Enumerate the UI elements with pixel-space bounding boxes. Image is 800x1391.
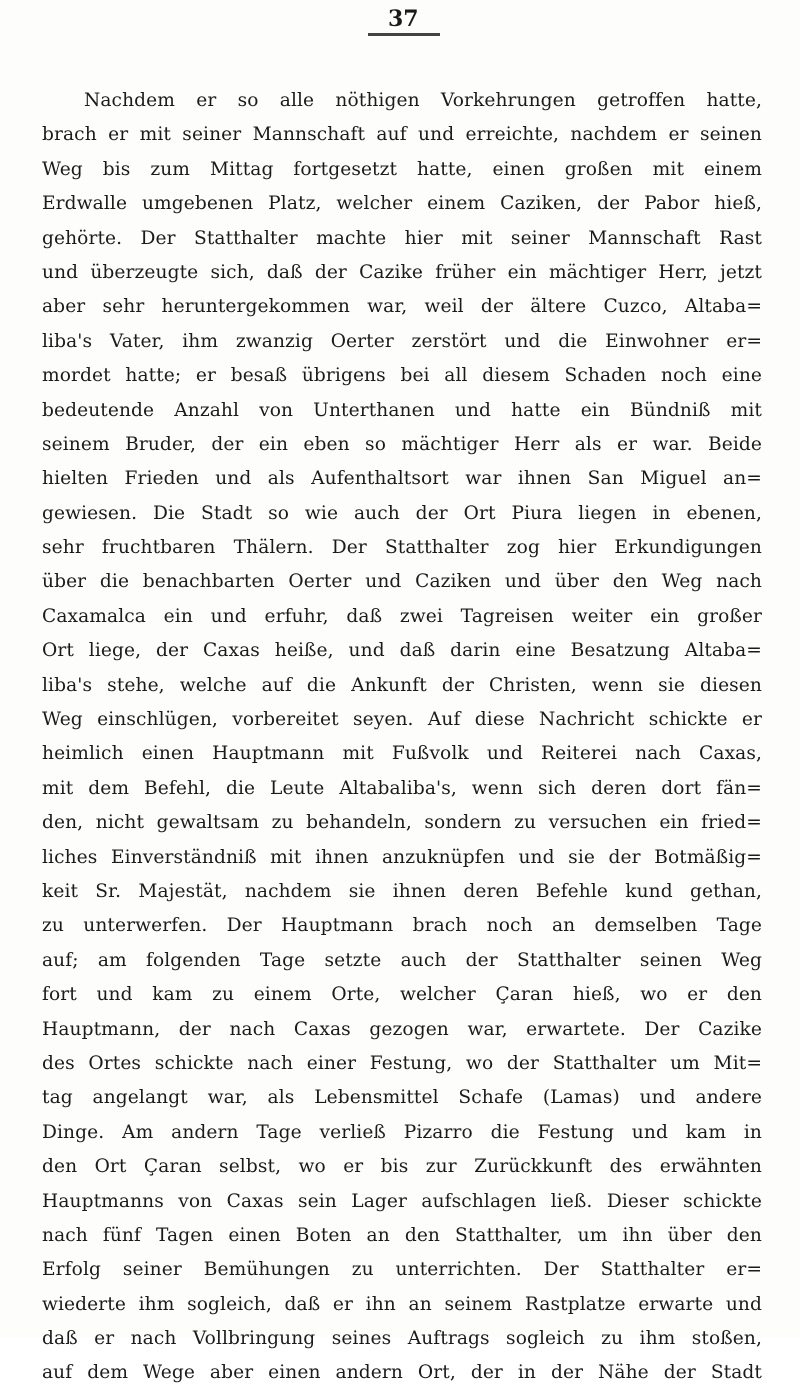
text-line: Erdwalle umgebenen Platz, welcher einem Caziken, der Pabor hieß, — [42, 193, 762, 215]
text-line: heimlich einen Hauptmann mit Fußvolk und Reiterei nach Caxas, — [42, 743, 762, 765]
text-line: Hauptmann, der nach Caxas gezogen war, erwartete. Der Cazike — [42, 1018, 762, 1040]
text-line: Weg bis zum Mittag fortgesetzt hatte, einen großen mit einem — [42, 158, 762, 180]
text-line: liches Einverständniß mit ihnen anzuknüpfen und sie der Botmäßig= — [42, 846, 762, 868]
text-line: den, nicht gewaltsam zu behandeln, sondern zu versuchen ein fried= — [42, 812, 762, 834]
text-line: seinem Bruder, der ein eben so mächtiger Herr als er war. Beide — [42, 433, 762, 455]
text-line: daß er nach Vollbringung seines Auftrags sogleich zu ihm stoßen, — [42, 1328, 762, 1350]
text-line: Caxamalca ein und erfuhr, daß zwei Tagreisen weiter ein großer — [42, 605, 762, 627]
text-line: wiederte ihm sogleich, daß er ihn an seinem Rastplatze erwarte und — [42, 1293, 762, 1315]
text-line: auf; am folgenden Tage setzte auch der Statthalter seinen Weg — [42, 949, 762, 971]
text-line: bedeutende Anzahl von Unterthanen und hatte ein Bündniß mit — [42, 399, 762, 421]
text-line: liba's stehe, welche auf die Ankunft der Christen, wenn sie diesen — [42, 674, 762, 696]
text-line: gewiesen. Die Stadt so wie auch der Ort Piura liegen in ebenen, — [42, 502, 762, 524]
text-line: aber sehr heruntergekommen war, weil der ältere Cuzco, Altaba= — [42, 296, 762, 318]
body-text — [42, 84, 762, 1391]
text-line: auf dem Wege aber einen andern Ort, der in der Nähe der Stadt — [42, 1362, 762, 1384]
text-line: nach fünf Tagen einen Boten an den Statthalter, um ihn über den — [42, 1224, 762, 1246]
text-line: Dinge. Am andern Tage verließ Pizarro die Festung und kam in — [42, 1121, 762, 1143]
text-line: sehr fruchtbaren Thälern. Der Statthalter zog hier Erkundigungen — [42, 537, 762, 559]
text-line: über die benachbarten Oerter und Caziken und über den Weg nach — [42, 571, 762, 593]
text-line: hielten Frieden und als Aufenthaltsort war ihnen San Miguel an= — [42, 468, 762, 490]
text-line: mit dem Befehl, die Leute Altabaliba's, wenn sich deren dort fän= — [42, 777, 762, 799]
text-line: keit Sr. Majestät, nachdem sie ihnen deren Befehle kund gethan, — [42, 880, 762, 902]
text-line: brach er mit seiner Mannschaft auf und erreichte, nachdem er seinen — [42, 124, 762, 146]
text-line: Hauptmanns von Caxas sein Lager aufschlagen ließ. Dieser schickte — [42, 1190, 762, 1212]
text-line: und überzeugte sich, daß der Cazike früher ein mächtiger Herr, jetzt — [42, 261, 762, 283]
text-line: liba's Vater, ihm zwanzig Oerter zerstört und die Einwohner er= — [42, 330, 762, 352]
text-line: tag angelangt war, als Lebensmittel Schafe (Lamas) und andere — [42, 1087, 762, 1109]
text-line: fort und kam zu einem Orte, welcher Çaran hieß, wo er den — [42, 984, 762, 1006]
page-number: 37 — [388, 6, 419, 32]
text-line: Weg einschlügen, vorbereitet seyen. Auf diese Nachricht schickte er — [42, 709, 762, 731]
text-line: gehörte. Der Statthalter machte hier mit seiner Mannschaft Rast — [42, 227, 762, 249]
text-line: Ort liege, der Caxas heiße, und daß darin eine Besatzung Altaba= — [42, 640, 762, 662]
header-rule — [368, 33, 440, 36]
text-line: zu unterwerfen. Der Hauptmann brach noch an demselben Tage — [42, 915, 762, 937]
text-line: Nachdem er so alle nöthigen Vorkehrungen getroffen hatte, — [84, 90, 762, 111]
text-line: mordet hatte; er besaß übrigens bei all diesem Schaden noch eine — [42, 365, 762, 387]
text-line: den Ort Çaran selbst, wo er bis zur Zurückkunft des erwähnten — [42, 1156, 762, 1178]
text-line: Erfolg seiner Bemühungen zu unterrichten. Der Statthalter er= — [42, 1259, 762, 1281]
text-line: des Ortes schickte nach einer Festung, wo der Statthalter um Mit= — [42, 1052, 762, 1074]
